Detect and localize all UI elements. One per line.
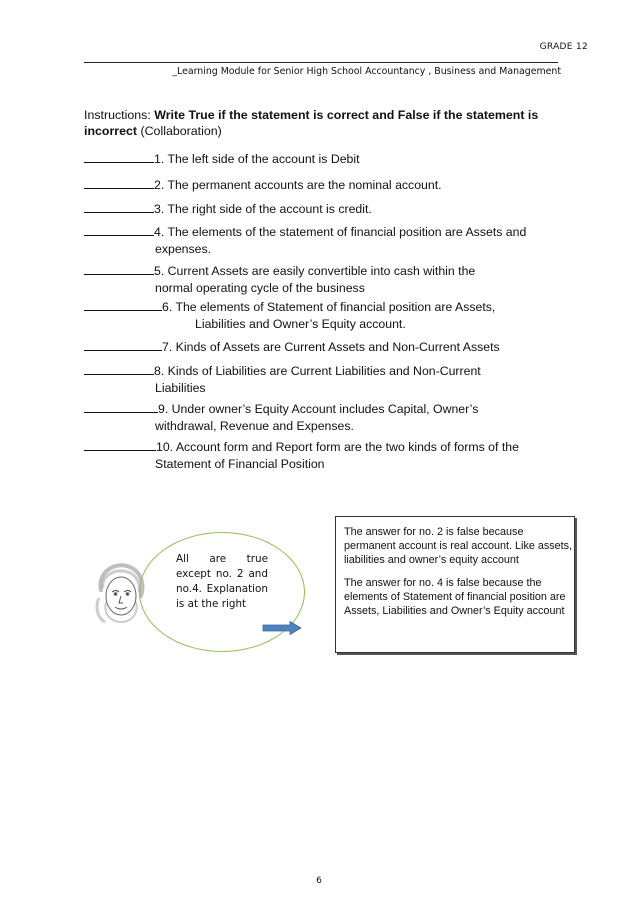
question-text: 3. The right side of the account is credit. (154, 202, 372, 216)
answer-blank[interactable] (84, 438, 156, 451)
instructions-suffix: (Collaboration) (140, 124, 222, 138)
question-text: 8. Kinds of Liabilities are Current Liabilities and Non-Current (154, 364, 481, 378)
question-text-cont: Liabilities and Owner’s Equity account. (195, 317, 406, 331)
instructions (84, 107, 564, 139)
question-2 (84, 176, 564, 194)
question-1 (84, 150, 564, 168)
answer-blank[interactable] (84, 150, 154, 163)
answer-blank[interactable] (84, 223, 154, 236)
answer-blank[interactable] (84, 298, 162, 311)
question-text: 1. The left side of the account is Debit (154, 152, 360, 166)
question-6 (84, 298, 564, 333)
question-3 (84, 200, 564, 218)
question-text: 5. Current Assets are easily convertible into cash within the (154, 264, 476, 278)
question-text-cont: Liabilities (155, 381, 206, 395)
answer-blank[interactable] (84, 262, 154, 275)
question-8 (84, 362, 564, 397)
question-text: 2. The permanent accounts are the nominal account. (154, 178, 442, 192)
page-number: 6 (316, 876, 322, 886)
question-text-cont: normal operating cycle of the business (155, 281, 365, 295)
grade-label: GRADE 12 (539, 42, 588, 52)
arrow-right-icon (262, 621, 302, 635)
instructions-text: Write True if the statement is correct and False if the statement is incorrect (84, 108, 539, 138)
answer-blank[interactable] (84, 362, 154, 375)
explanation-box (335, 516, 575, 653)
answer-blank[interactable] (84, 200, 154, 213)
explanation-no2: The answer for no. 2 is false because permanent account is real account. Like assets, liabilities and owner’s equity account (344, 526, 573, 566)
question-text-cont: withdrawal, Revenue and Expenses. (155, 419, 354, 433)
speech-bubble-text: All are true except no. 2 and no.4. Explanation is at the right (176, 553, 268, 610)
answer-blank[interactable] (84, 176, 154, 189)
question-5 (84, 262, 564, 297)
question-text: 9. Under owner’s Equity Account includes Capital, Owner’s (158, 402, 479, 416)
question-text-cont: expenses. (155, 242, 212, 256)
question-4 (84, 223, 564, 258)
instructions-label: Instructions: (84, 108, 151, 122)
question-text: 7. Kinds of Assets are Current Assets and Non-Current Assets (162, 340, 500, 354)
question-text: 10. Account form and Report form are the two kinds of forms of the (156, 440, 519, 454)
question-text: 4. The elements of the statement of financial position are Assets and (154, 225, 527, 239)
question-text-cont: Statement of Financial Position (155, 457, 325, 471)
question-7 (84, 338, 564, 356)
question-9 (84, 400, 564, 435)
module-title: _Learning Module for Senior High School Accountancy , Business and Management (172, 66, 561, 77)
explanation-no4: The answer for no. 4 is false because the elements of Statement of financial position are Assets, Liabilities and Owner’s Equity account (344, 577, 566, 617)
answer-blank[interactable] (84, 338, 162, 351)
header-divider (84, 62, 558, 63)
answer-blank[interactable] (84, 400, 158, 413)
question-text: 6. The elements of Statement of financial position are Assets, (162, 300, 496, 314)
question-10 (84, 438, 564, 473)
